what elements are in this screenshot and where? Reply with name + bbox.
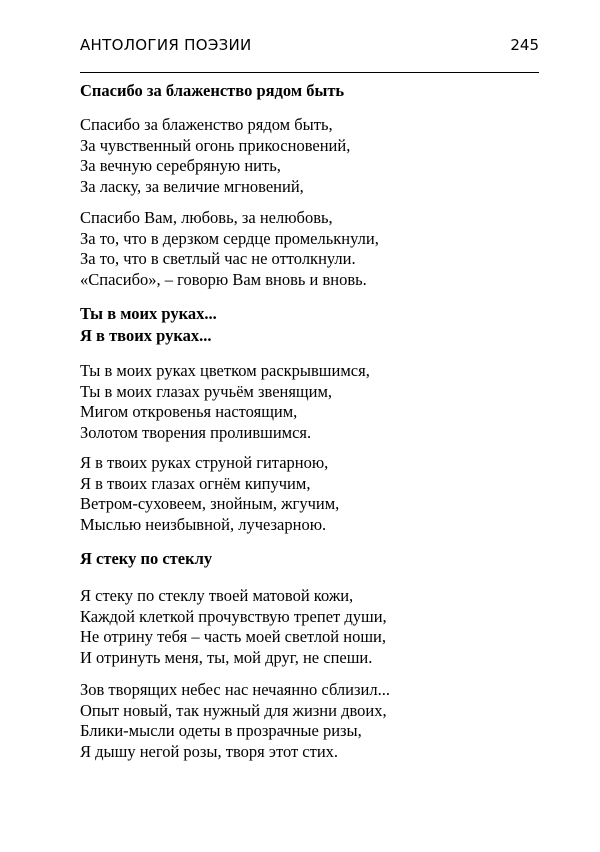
verse-line: Опыт новый, так нужный для жизни двоих, bbox=[80, 700, 387, 720]
running-title: АНТОЛОГИЯ ПОЭЗИИ bbox=[80, 36, 252, 54]
verse-line: Мигом откровенья настоящим, bbox=[80, 402, 298, 421]
verse-line: Каждой клеткой прочувствую трепет души, bbox=[80, 606, 387, 626]
stanza bbox=[80, 680, 550, 762]
poem-title-line: Спасибо за блаженство рядом быть bbox=[80, 81, 345, 100]
verse-line: Спасибо за блаженство рядом быть, bbox=[80, 115, 333, 134]
page-number: 245 bbox=[510, 36, 539, 54]
poem-title bbox=[80, 80, 550, 102]
poem-title-line: Я в твоих руках... bbox=[80, 326, 212, 345]
stanza bbox=[80, 208, 550, 290]
verse-line: Я в твоих руках струной гитарною, bbox=[80, 453, 329, 472]
verse-line: Золотом творения пролившимся. bbox=[80, 422, 312, 442]
verse-line: Спасибо Вам, любовь, за нелюбовь, bbox=[80, 208, 333, 227]
verse-line: За вечную серебряную нить, bbox=[80, 156, 281, 175]
stanza bbox=[80, 453, 550, 535]
poem-ya-steku-po-steklu bbox=[80, 548, 550, 762]
verse-line: За то, что в дерзком сердце промелькнули, bbox=[80, 228, 379, 248]
verse-line: «Спасибо», – говорю Вам вновь и вновь. bbox=[80, 269, 367, 289]
verse-line: Зов творящих небес нас нечаянно сблизил... bbox=[80, 680, 390, 699]
verse-line: Я дышу негой розы, творя этот стих. bbox=[80, 741, 339, 761]
verse-line: И отринуть меня, ты, мой друг, не спеши. bbox=[80, 647, 373, 667]
stanza bbox=[80, 361, 550, 443]
stanza bbox=[80, 586, 550, 668]
poem-title bbox=[80, 548, 550, 570]
verse-line: За чувственный огонь прикосновений, bbox=[80, 135, 351, 155]
poem-title bbox=[80, 303, 550, 347]
verse-line: Не отрину тебя – часть моей светлой ноши, bbox=[80, 627, 386, 646]
verse-line: Ты в моих глазах ручьём звенящим, bbox=[80, 381, 333, 401]
verse-line: Ветром-суховеем, знойным, жгучим, bbox=[80, 494, 340, 513]
poem-ty-v-moikh-rukakh bbox=[80, 303, 550, 535]
poem-title-line: Ты в моих руках... bbox=[80, 304, 217, 323]
stanza bbox=[80, 115, 550, 197]
verse-line: Я стеку по стеклу твоей матовой кожи, bbox=[80, 586, 354, 605]
poem-title-line: Я стеку по стеклу bbox=[80, 549, 213, 568]
page-header bbox=[80, 36, 539, 73]
verse-line: Ты в моих руках цветком раскрывшимся, bbox=[80, 361, 370, 380]
verse-line: За то, что в светлый час не оттолкнули. bbox=[80, 249, 356, 268]
verse-line: Я в твоих глазах огнём кипучим, bbox=[80, 473, 311, 493]
verse-line: Мыслью неизбывной, лучезарною. bbox=[80, 514, 327, 534]
poem-spasibo bbox=[80, 80, 550, 290]
verse-line: За ласку, за величие мгновений, bbox=[80, 176, 304, 196]
verse-line: Блики-мысли одеты в прозрачные ризы, bbox=[80, 721, 362, 740]
